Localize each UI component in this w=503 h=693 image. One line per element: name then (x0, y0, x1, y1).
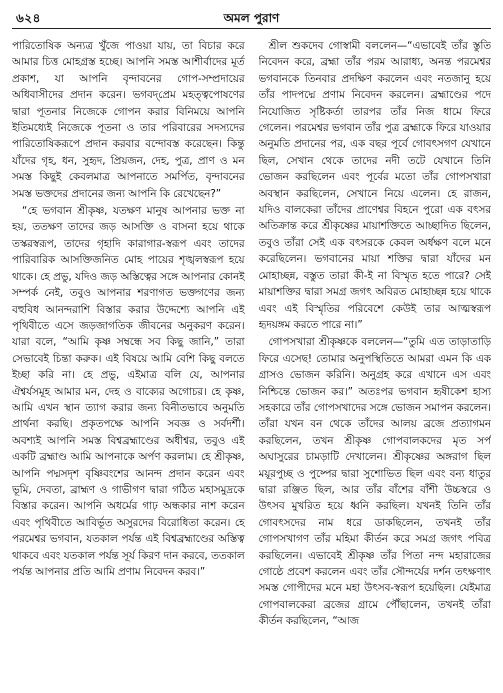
page-number: ৬২৪ (16, 11, 41, 25)
right-column (259, 38, 492, 687)
running-title: অমল পুরাণ (223, 11, 280, 25)
text-columns (12, 38, 491, 687)
page-header (0, 6, 503, 30)
paragraph: গোপসখারা শ্রীকৃষ্ণকে বললেন—“তুমি এত তাড়াতাড়ি ফিরে এসেছ! তোমার অনুপস্থিতিতে আমরা এমন কি এক গ্রাসও ভোজন করিনি। অনুগ্রহ করে এখানে এস এবং নিশ্চিন্তে ভোজন কর।” অতঃপর ভগবান হৃষীকেশ হাস্য সহকারে তাঁর গোপসখাদের সঙ্গে ভোজন সমাপন করলেন। তাঁরা যখন বন থেকে তাঁদের আলয় ব্রজে প্রত্যাগমন করছিলেন, তখন শ্রীকৃষ্ণ গোপবালকদের মৃত সর্প অঘাসুরের চামড়াটি দেখালেন। শ্রীকৃষ্ণের অঙ্গরাগ ছিল ময়ূরপুচ্ছ ও পুষ্পের দ্বারা সুশোভিত ছিল এবং বন্য ধাতুর দ্বারা রঞ্জিত ছিল, আর তাঁর বাঁশের বাঁশী উচ্চস্বরে ও উৎসব মুখরিত হয়ে ধ্বনি করছিল। যখনই তিনি তাঁর গোবৎসদের নাম ধরে ডাকছিলেন, তখনই তাঁর গোপসখাগণ তাঁর মহিমা কীর্তন করে সমগ্র জগৎ পবিত্র করছিলেন। এভাবেই শ্রীকৃষ্ণ তাঁর পিতা নন্দ মহারাজের গোষ্ঠে প্রবেশ করলেন এবং তাঁর সৌন্দর্যের দর্শন তৎক্ষণাৎ সমস্ত গোপীদের মনে মহা উৎসব-স্বরূপ হয়েছিল। যেইমাত্র গোপবালকেরা ব্রজের গ্রামে পৌঁছালেন, তখনই তাঁরা কীর্তন করছিলেন, “আজ (258, 336, 491, 628)
left-column (12, 38, 245, 687)
header-divider (12, 28, 491, 29)
paragraph: শ্রীল শুকদেব গোস্বামী বললেন—“এভাবেই তাঁর স্তুতি নিবেদন করে, ব্রহ্মা তাঁর পরম আরাধ্য, অনন্ত পরমেশ্বর ভগবানকে তিনবার প্রদক্ষিণ করলেন এবং নতজানু হয়ে তাঁর পাদপদ্মে প্রণাম নিবেদন করলেন। ব্রহ্মাণ্ডের পদে নিযোজিত সৃষ্টিকর্তা তারপর তাঁর নিজ ধামে ফিরে গেলেন। পরমেশ্বর ভগবান তাঁর পুত্র ব্রহ্মাকে ফিরে যাওয়ার অনুমতি প্রদানের পর, এক বছর পূর্বে গোবৎসগণ যেখানে ছিল, সেখান থেকে তাদের নদী তটে যেখানে তিনি ভোজন করছিলেন এবং পূর্বের মতো তাঁর গোপসখারা অবস্থান করছিলেন, সেখানে নিয়ে এলেন। হে রাজন, যদিও বালকেরা তাঁদের প্রাণেশ্বর বিহনে পুরো এক বৎসর অতিক্রান্ত করে শ্রীকৃষ্ণের মায়াশক্তিতে আচ্ছাদিত ছিলেন, তবুও তাঁরা সেই এক বৎসরকে কেবল অর্ধক্ষণ বলে মনে করেছিলেন। ভগবানের মায়া শক্তির দ্বারা যাঁদের মন মোহাচ্ছন্ন, বস্তুত তারা কী-ই না বিস্মৃত হতে পারে? সেই মায়াশক্তির দ্বারা সমগ্র জগৎ অবিরত মোহাচ্ছন্ন হয়ে থাকে এবং এই বিস্মৃতির পরিবেশে কেউই তার আত্মস্বরূপ হৃদয়ঙ্গম করতে পারে না।” (258, 40, 491, 331)
paragraph: “হে ভগবান শ্রীকৃষ্ণ, যতক্ষণ মানুষ আপনার ভক্ত না হয়, ততক্ষণ তাদের জড় আসক্তি ও বাসনা হয়ে থাকে তস্করস্বরূপ, তাদের গৃহাদি কারাগার-স্বরূপ এবং তাদের পারিবারিক আসক্তিজনিত মোহ পায়ের শৃঙ্খলস্বরূপ হয়ে থাকে। হে প্রভু, যদিও জড় অস্তিত্বের সঙ্গে আপনার কোনই সম্পর্ক নেই, তবুও আপনার শরণাগত ভক্তগণের জন্য বহুবিধ আনন্দরাশি বিস্তার করার উদ্দেশ্যে আপনি এই পৃথিবীতে এসে জড়জাগতিক জীবনের অনুকরণ করেন। যারা বলে, “আমি কৃষ্ণ সম্বন্ধে সব কিছু জানি,” তারা সেভাবেই চিন্তা করুক। এই বিষয়ে আমি বেশি কিছু বলতে ইচ্ছা করি না। হে প্রভু, এইমাত্র বলি যে, আপনার ঐশ্বর্যসমূহ আমার মন, দেহ ও বাক্যের অগোচর। হে কৃষ্ণ, আমি এখন স্থান ত্যাগ করার জন্য বিনীতভাবে অনুমতি প্রার্থনা করছি। প্রকৃতপক্ষে আপনি সবজ্ঞ ও সর্বদর্শী। অবশ্যই আপনি সমস্ত বিশ্বব্রহ্মাণ্ডের অধীশ্বর, তবুও এই একটি ব্রহ্মাণ্ড আমি আপনাকে অর্পণ করলাম। হে শ্রীকৃষ্ণ, আপনি পদ্মসদৃশ বৃষ্ণিবংশের আনন্দ প্রদান করেন এবং ভূমি, দেবতা, ব্রাহ্মণ ও গাভীগণ দ্বারা গঠিত মহাসমুদ্রকে বিস্তার করেন। আপনি অধর্মের গাঢ় অন্ধকার নাশ করেন এবং পৃথিবীতে আবির্ভূত অসুরদের বিরোধিতা করেন। হে পরমেশ্বর ভগবান, যতকাল পর্যন্ত এই বিশ্বব্রহ্মাণ্ডের অস্তিত্ব থাকবে এবং যতকাল পর্যন্ত সূর্য কিরণ দান করবে, ততকাল পর্যন্ত আপনার প্রতি আমি প্রণাম নিবেদন করব।” (12, 205, 245, 578)
paragraph: পারিতোষিক অন্যত্র খুঁজে পাওয়া যায়, তা বিচার করে আমার চিত্ত মোহগ্রস্ত হচ্ছে। আপনি সমস্ত আশীর্বাদের মূর্ত প্রকাশ, যা আপনি বৃন্দাবনের গোপ-সম্প্রদায়ের অধিবাসীদের প্রদান করেন। ভগবদ্‌প্রেম মহত্ত্বপোষণের দ্বারা পূতনার নিজেকে গোপন করার বিনিময়ে আপনি ইতিমধ্যেই নিজেকে পূতনা ও তার পরিবারের সদস্যদের পারিতোষিকরূপে প্রদান করবার বন্দোবস্ত করেছেন। কিন্তু যাঁদের গৃহ, ধন, সুহৃদ, প্রিয়জন, দেহ, পুত্র, প্রাণ ও মন সমস্ত কিছুই কেবলমাত্র আপনাতে সমর্পিত, বৃন্দাবনের সমস্ত ভক্তদের প্রদানের জন্য আপনি কি রেখেছেন?” (12, 40, 245, 200)
